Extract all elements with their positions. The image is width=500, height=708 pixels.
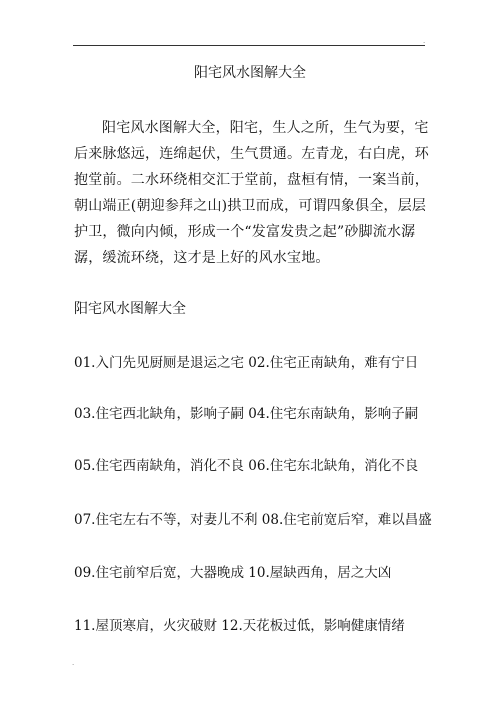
list-item: 01.入门先见厨厕是退运之宅 02.住宅正南缺角，难有宁日 [74, 355, 419, 371]
list-item: 09.住宅前窄后宽，大器晚成 10.屋缺西角，居之大凶 [74, 565, 392, 581]
list-item: 03.住宅西北缺角，影响子嗣 04.住宅东南缺角，影响子嗣 [74, 406, 419, 422]
list-item: 11.屋顶寒肩，火灾破财 12.天花板过低，影响健康情绪 [74, 618, 405, 634]
intro-paragraph: 阳宅风水图解大全，阳宅，生人之所，生气为要，宅后来脉悠远，连绵起伏，生气贯通。左青龙，右白虎，环抱堂前。二水环绕相交汇于堂前，盘桓有情，一案当前，朝山端正(朝迎参拜之山)拱卫而成，可谓四象俱全，层层护卫，微向内倾，形成一个“发富发贵之起”砂脚流水潺潺，缓流环绕，这才是上好的风水宝地。 [74, 120, 429, 266]
header-rule [73, 45, 425, 46]
corner-mark-bottom-left: . [72, 659, 75, 667]
corner-mark-top-right: . [423, 37, 426, 45]
list-item: 07.住宅左右不等，对妻儿不利 08.住宅前宽后窄，难以昌盛 [74, 512, 432, 528]
page-title: 阳宅风水图解大全 [194, 65, 306, 81]
section-heading: 阳宅风水图解大全 [74, 301, 186, 317]
list-item: 05.住宅西南缺角，消化不良 06.住宅东北缺角，消化不良 [74, 458, 419, 474]
